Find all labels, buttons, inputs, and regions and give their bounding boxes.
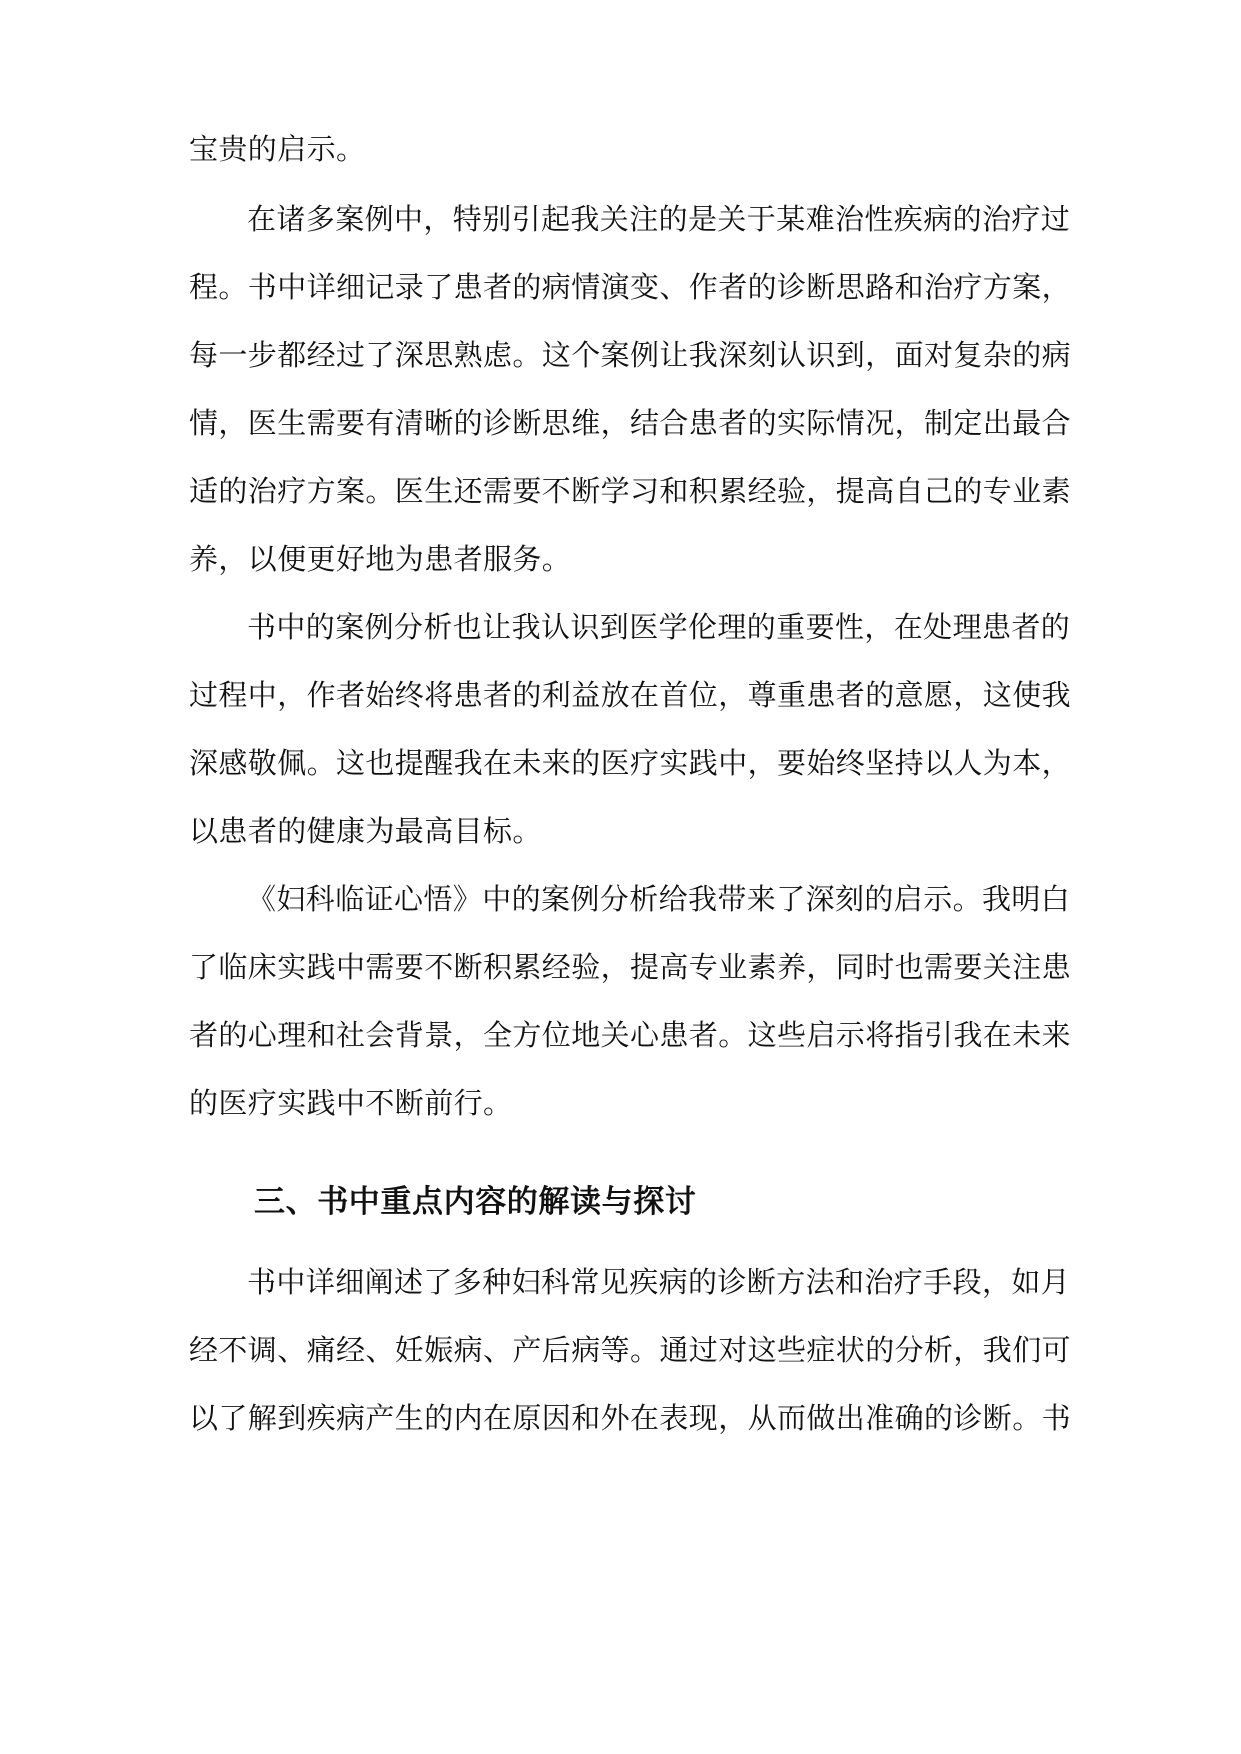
- text-line: 的医疗实践中不断前行。: [189, 1086, 513, 1120]
- text-line: 在诸多案例中，特别引起我关注的是关于某难治性疾病的治疗过: [247, 202, 1071, 236]
- text-line: 以了解到疾病产生的内在原因和外在表现，从而做出准确的诊断。书: [189, 1401, 1072, 1435]
- text-line: 程。书中详细记录了患者的病情演变、作者的诊断思路和治疗方案，: [189, 270, 1072, 304]
- text-line: 书中的案例分析也让我认识到医学伦理的重要性，在处理患者的: [247, 610, 1071, 644]
- text-line: 者的心理和社会背景，全方位地关心患者。这些启示将指引我在未来: [189, 1018, 1072, 1052]
- text-line: 养，以便更好地为患者服务。: [189, 542, 572, 576]
- text-line: 宝贵的启示。: [189, 132, 366, 166]
- text-line: 《妇科临证心悟》中的案例分析给我带来了深刻的启示。我明白: [247, 882, 1071, 916]
- text-line: 情，医生需要有清晰的诊断思维，结合患者的实际情况，制定出最合: [189, 406, 1072, 440]
- text-line: 每一步都经过了深思熟虑。这个案例让我深刻认识到，面对复杂的病: [189, 338, 1072, 372]
- text-line: 适的治疗方案。医生还需要不断学习和积累经验，提高自己的专业素: [189, 474, 1072, 508]
- text-line: 书中详细阐述了多种妇科常见疾病的诊断方法和治疗手段，如月: [247, 1265, 1071, 1299]
- text-line: 以患者的健康为最高目标。: [189, 814, 542, 848]
- section-heading: 三、书中重点内容的解读与探讨: [254, 1184, 697, 1220]
- text-line: 深感敬佩。这也提醒我在未来的医疗实践中，要始终坚持以人为本，: [189, 746, 1072, 780]
- text-line: 经不调、痛经、妊娠病、产后病等。通过对这些症状的分析，我们可: [189, 1333, 1072, 1367]
- text-line: 了临床实践中需要不断积累经验，提高专业素养，同时也需要关注患: [189, 950, 1072, 984]
- text-line: 过程中，作者始终将患者的利益放在首位，尊重患者的意愿，这使我: [189, 678, 1072, 712]
